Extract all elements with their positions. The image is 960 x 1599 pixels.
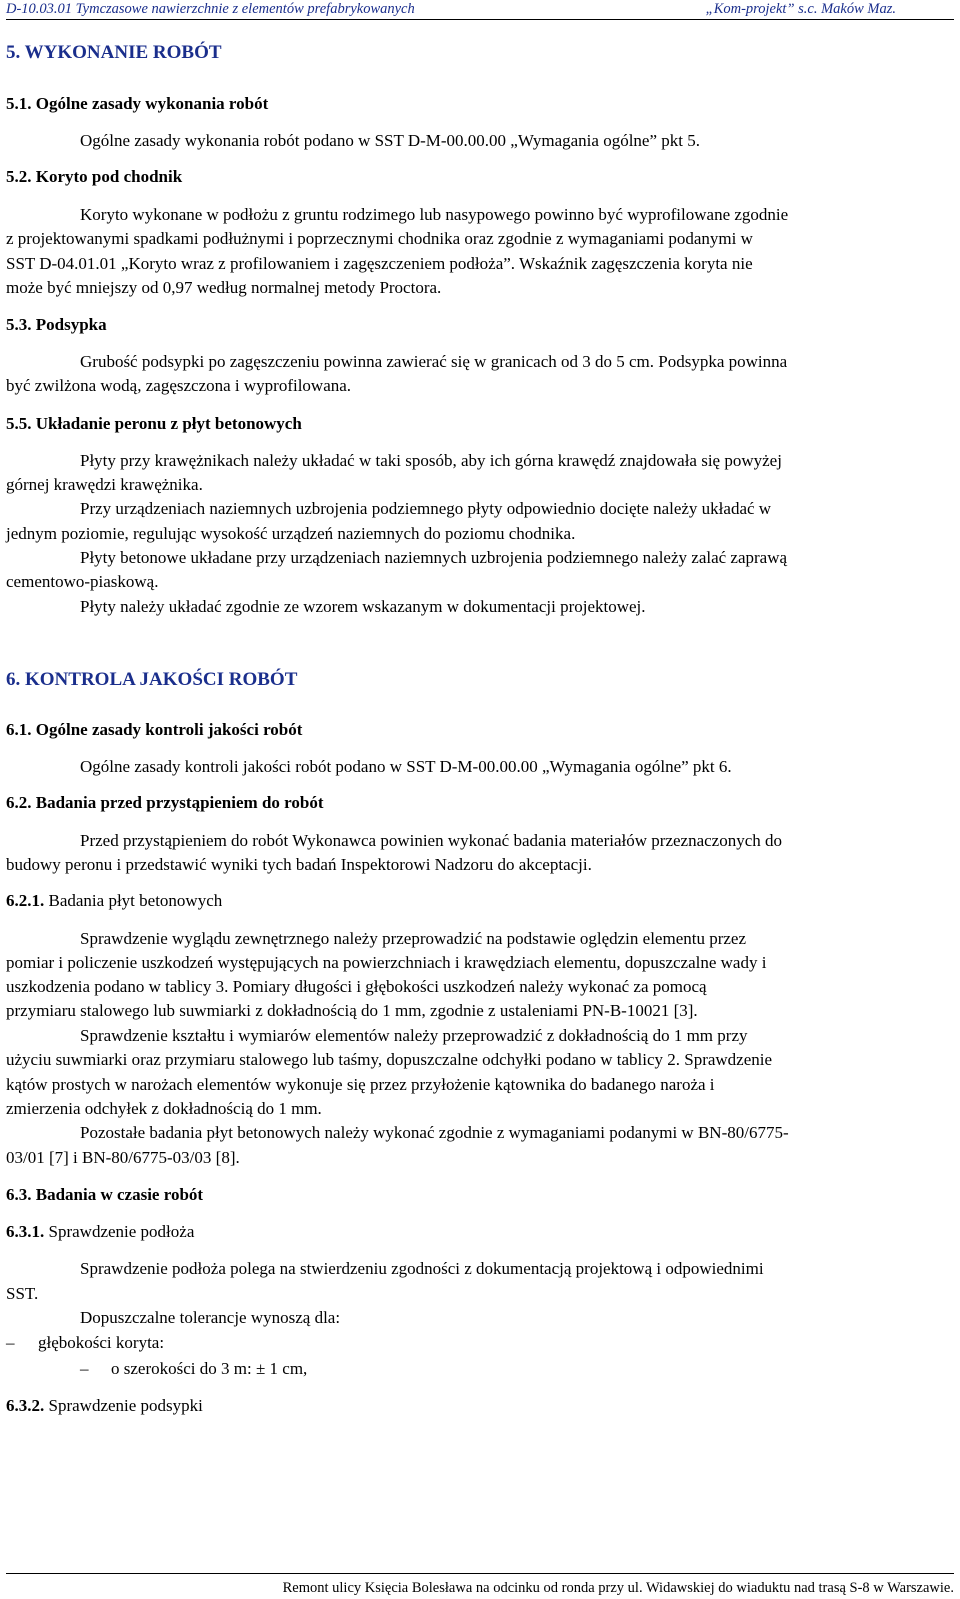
header-spec-code: D-10.03.01 Tymczasowe nawierzchnie z elementów prefabrykowanych <box>6 1 415 17</box>
running-header <box>6 0 954 20</box>
paragraph-line: Płyty betonowe układane przy urządzeniach naziemnych uzbrojenia podziemnego należy zalać zaprawą <box>80 548 788 567</box>
paragraph-line: z projektowanymi spadkami podłużnymi i poprzecznymi chodnika oraz zgodnie z wymaganiami podanymi w <box>6 229 753 248</box>
dash-bullet-icon: – <box>6 1333 15 1352</box>
section-5-1-heading: 5.1. Ogólne zasady wykonania robót <box>6 94 269 113</box>
section-title: Badania płyt betonowych <box>44 891 223 910</box>
footer-project-title: Remont ulicy Księcia Bolesława na odcinku od ronda przy ul. Widawskiej do wiaduktu nad trasą S-8 w Warszawie. <box>282 1580 954 1596</box>
section-6-heading: 6. KONTROLA JAKOŚCI ROBÓT <box>6 669 298 690</box>
list-item-text: głębokości koryta: <box>38 1333 165 1352</box>
paragraph-line: zmierzenia odchyłek z dokładnością do 1 mm. <box>6 1099 322 1118</box>
paragraph-line: Płyty należy układać zgodnie ze wzorem wskazanym w dokumentacji projektowej. <box>80 597 646 616</box>
paragraph-line: Przy urządzeniach naziemnych uzbrojenia podziemnego płyty odpowiednio docięte należy układać w <box>80 499 772 518</box>
paragraph-line: pomiar i policzenie uszkodzeń występujących na powierzchniach i krawędziach elementu, dopuszczalne wady i <box>6 953 767 972</box>
paragraph-line: być zwilżona wodą, zagęszczona i wyprofilowana. <box>6 376 352 395</box>
paragraph-line: przymiaru stalowego lub suwmiarki z dokładnością do 1 mm, zgodnie z ustaleniami PN-B-10021 [3]. <box>6 1001 698 1020</box>
dash-bullet-icon: – <box>80 1359 89 1378</box>
paragraph-line: Pozostałe badania płyt betonowych należy wykonać zgodnie z wymaganiami podanymi w BN-80/6775- <box>80 1123 789 1142</box>
section-6-1-text: Ogólne zasady kontroli jakości robót podano w SST D-M-00.00.00 „Wymagania ogólne” pkt 6. <box>80 757 732 776</box>
list-item-text: o szerokości do 3 m: ± 1 cm, <box>111 1359 308 1378</box>
paragraph-line: użyciu suwmiarki oraz przymiaru stalowego lub taśmy, dopuszczalne odchyłki podano w tablicy 2. Sprawdzenie <box>6 1050 773 1069</box>
section-5-heading: 5. WYKONANIE ROBÓT <box>6 42 222 63</box>
paragraph-line: Grubość podsypki po zagęszczeniu powinna zawierać się w granicach od 3 do 5 cm. Podsypka powinna <box>80 352 788 371</box>
paragraph-line: Sprawdzenie kształtu i wymiarów elementów należy przeprowadzić z dokładnością do 1 mm przy <box>80 1026 748 1045</box>
section-title: Sprawdzenie podsypki <box>44 1396 203 1415</box>
section-6-3-heading: 6.3. Badania w czasie robót <box>6 1185 204 1204</box>
paragraph-line: budowy peronu i przedstawić wyniki tych badań Inspektorowi Nadzoru do akceptacji. <box>6 855 592 874</box>
paragraph-line: Dopuszczalne tolerancje wynoszą dla: <box>80 1308 341 1327</box>
paragraph-line: Sprawdzenie wyglądu zewnętrznego należy przeprowadzić na podstawie oględzin elementu przez <box>80 929 747 948</box>
section-6-2-heading: 6.2. Badania przed przystąpieniem do robót <box>6 793 324 812</box>
paragraph-line: górnej krawędzi krawężnika. <box>6 475 203 494</box>
section-number: 6.2.1. <box>6 891 45 910</box>
section-5-3-heading: 5.3. Podsypka <box>6 315 107 334</box>
section-6-1-heading: 6.1. Ogólne zasady kontroli jakości robót <box>6 720 303 739</box>
section-6-3-2-heading <box>6 1396 954 1416</box>
paragraph-line: kątów prostych w narożach elementów wykonuje się przez przyłożenie kątownika do badanego naroża i <box>6 1075 715 1094</box>
section-title: Sprawdzenie podłoża <box>44 1222 195 1241</box>
section-number: 6.3.2. <box>6 1396 45 1415</box>
section-6-3-1-heading <box>6 1222 954 1242</box>
paragraph-line: 03/01 [7] i BN-80/6775-03/03 [8]. <box>6 1148 240 1167</box>
paragraph-line: SST. <box>6 1284 39 1303</box>
paragraph-line: cementowo-piaskową. <box>6 572 159 591</box>
paragraph-line: uszkodzenia podano w tablicy 3. Pomiary długości i głębokości uszkodzeń należy wykonać za pomocą <box>6 977 707 996</box>
running-footer <box>6 1573 954 1597</box>
paragraph-line: Sprawdzenie podłoża polega na stwierdzeniu zgodności z dokumentacją projektową i odpowiednimi <box>80 1259 764 1278</box>
section-5-2-heading: 5.2. Koryto pod chodnik <box>6 167 183 186</box>
paragraph-line: może być mniejszy od 0,97 według normalnej metody Proctora. <box>6 278 442 297</box>
section-number: 6.3.1. <box>6 1222 45 1241</box>
paragraph-line: jednym poziomie, regulując wysokość urządzeń naziemnych do poziomu chodnika. <box>6 524 576 543</box>
section-6-2-1-heading <box>6 891 954 911</box>
header-company: „Kom-projekt” s.c. Maków Maz. <box>705 1 896 17</box>
list-item <box>6 1333 954 1353</box>
paragraph-line: SST D-04.01.01 „Koryto wraz z profilowaniem i zagęszczeniem podłoża”. Wskaźnik zagęszczenia koryta nie <box>6 254 753 273</box>
section-5-5-heading: 5.5. Układanie peronu z płyt betonowych <box>6 414 302 433</box>
paragraph-line: Koryto wykonane w podłożu z gruntu rodzimego lub nasypowego powinno być wyprofilowane zgodnie <box>80 205 789 224</box>
section-5-1-text: Ogólne zasady wykonania robót podano w SST D-M-00.00.00 „Wymagania ogólne” pkt 5. <box>80 131 700 150</box>
paragraph-line: Przed przystąpieniem do robót Wykonawca powinien wykonać badania materiałów przeznaczonych do <box>80 831 783 850</box>
paragraph-line: Płyty przy krawężnikach należy układać w taki sposób, aby ich górna krawędź znajdowała się powyżej <box>80 451 782 470</box>
